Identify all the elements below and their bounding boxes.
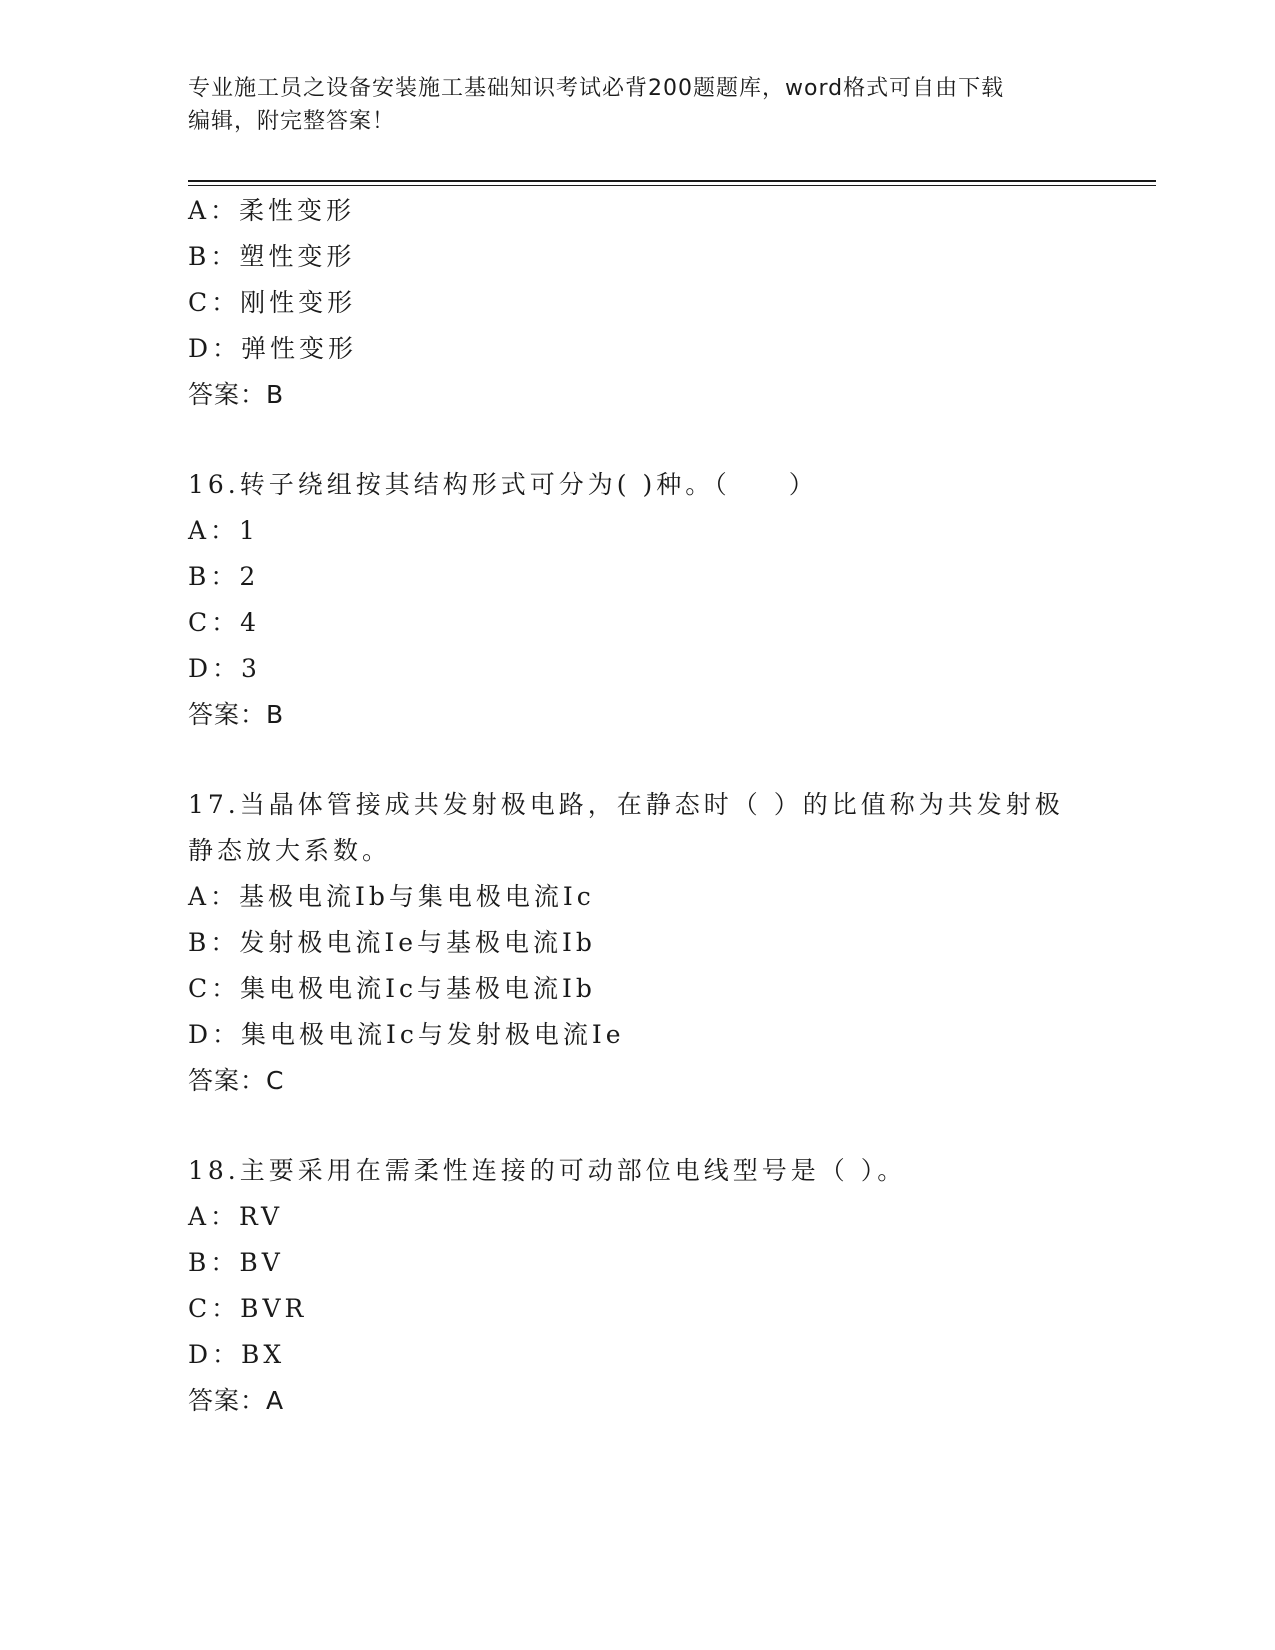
question-15 [188, 188, 1088, 418]
question-16 [188, 462, 1088, 738]
option-a: A：1 [188, 516, 259, 545]
question-title-line-2: 静态放大系数。 [188, 836, 392, 865]
option-d: D：BX [188, 1340, 286, 1369]
question-title: 18.主要采用在需柔性连接的可动部位电线型号是（ ）。 [188, 1156, 907, 1185]
document-header [188, 72, 1088, 138]
option-c: C：4 [188, 608, 261, 637]
option-d: D：弹性变形 [188, 334, 358, 363]
question-17 [188, 782, 1088, 1104]
spacer [188, 1104, 1088, 1148]
option-d: D：3 [188, 654, 261, 683]
question-title-line-1: 17.当晶体管接成共发射极电路，在静态时（ ）的比值称为共发射极 [188, 790, 1064, 819]
question-title: 16.转子绕组按其结构形式可分为( )种。（ ） [188, 470, 818, 499]
header-line-1: 专业施工员之设备安装施工基础知识考试必背200题题库，word格式可自由下载 [188, 76, 1005, 101]
answer: 答案：B [188, 700, 285, 729]
header-line-2: 编辑，附完整答案！ [188, 109, 396, 134]
question-18 [188, 1148, 1088, 1424]
header-rule-thick [188, 180, 1156, 182]
option-a: A：基极电流Ib与集电极电流Ic [188, 882, 595, 911]
option-c: C：BVR [188, 1294, 308, 1323]
answer: 答案：B [188, 380, 285, 409]
option-b: B：BV [188, 1248, 284, 1277]
answer: 答案：A [188, 1386, 285, 1415]
option-c: C：刚性变形 [188, 288, 357, 317]
option-c: C：集电极电流Ic与基极电流Ib [188, 974, 596, 1003]
option-b: B：2 [188, 562, 260, 591]
option-a: A：RV [188, 1202, 284, 1231]
spacer [188, 418, 1088, 462]
option-b: B：塑性变形 [188, 242, 356, 271]
option-b: B：发射极电流Ie与基极电流Ib [188, 928, 596, 957]
question-list [188, 188, 1088, 1424]
option-a: A：柔性变形 [188, 196, 356, 225]
spacer [188, 738, 1088, 782]
option-d: D：集电极电流Ic与发射极电流Ie [188, 1020, 625, 1049]
header-rule-thin [188, 185, 1156, 186]
answer: 答案：C [188, 1066, 285, 1095]
